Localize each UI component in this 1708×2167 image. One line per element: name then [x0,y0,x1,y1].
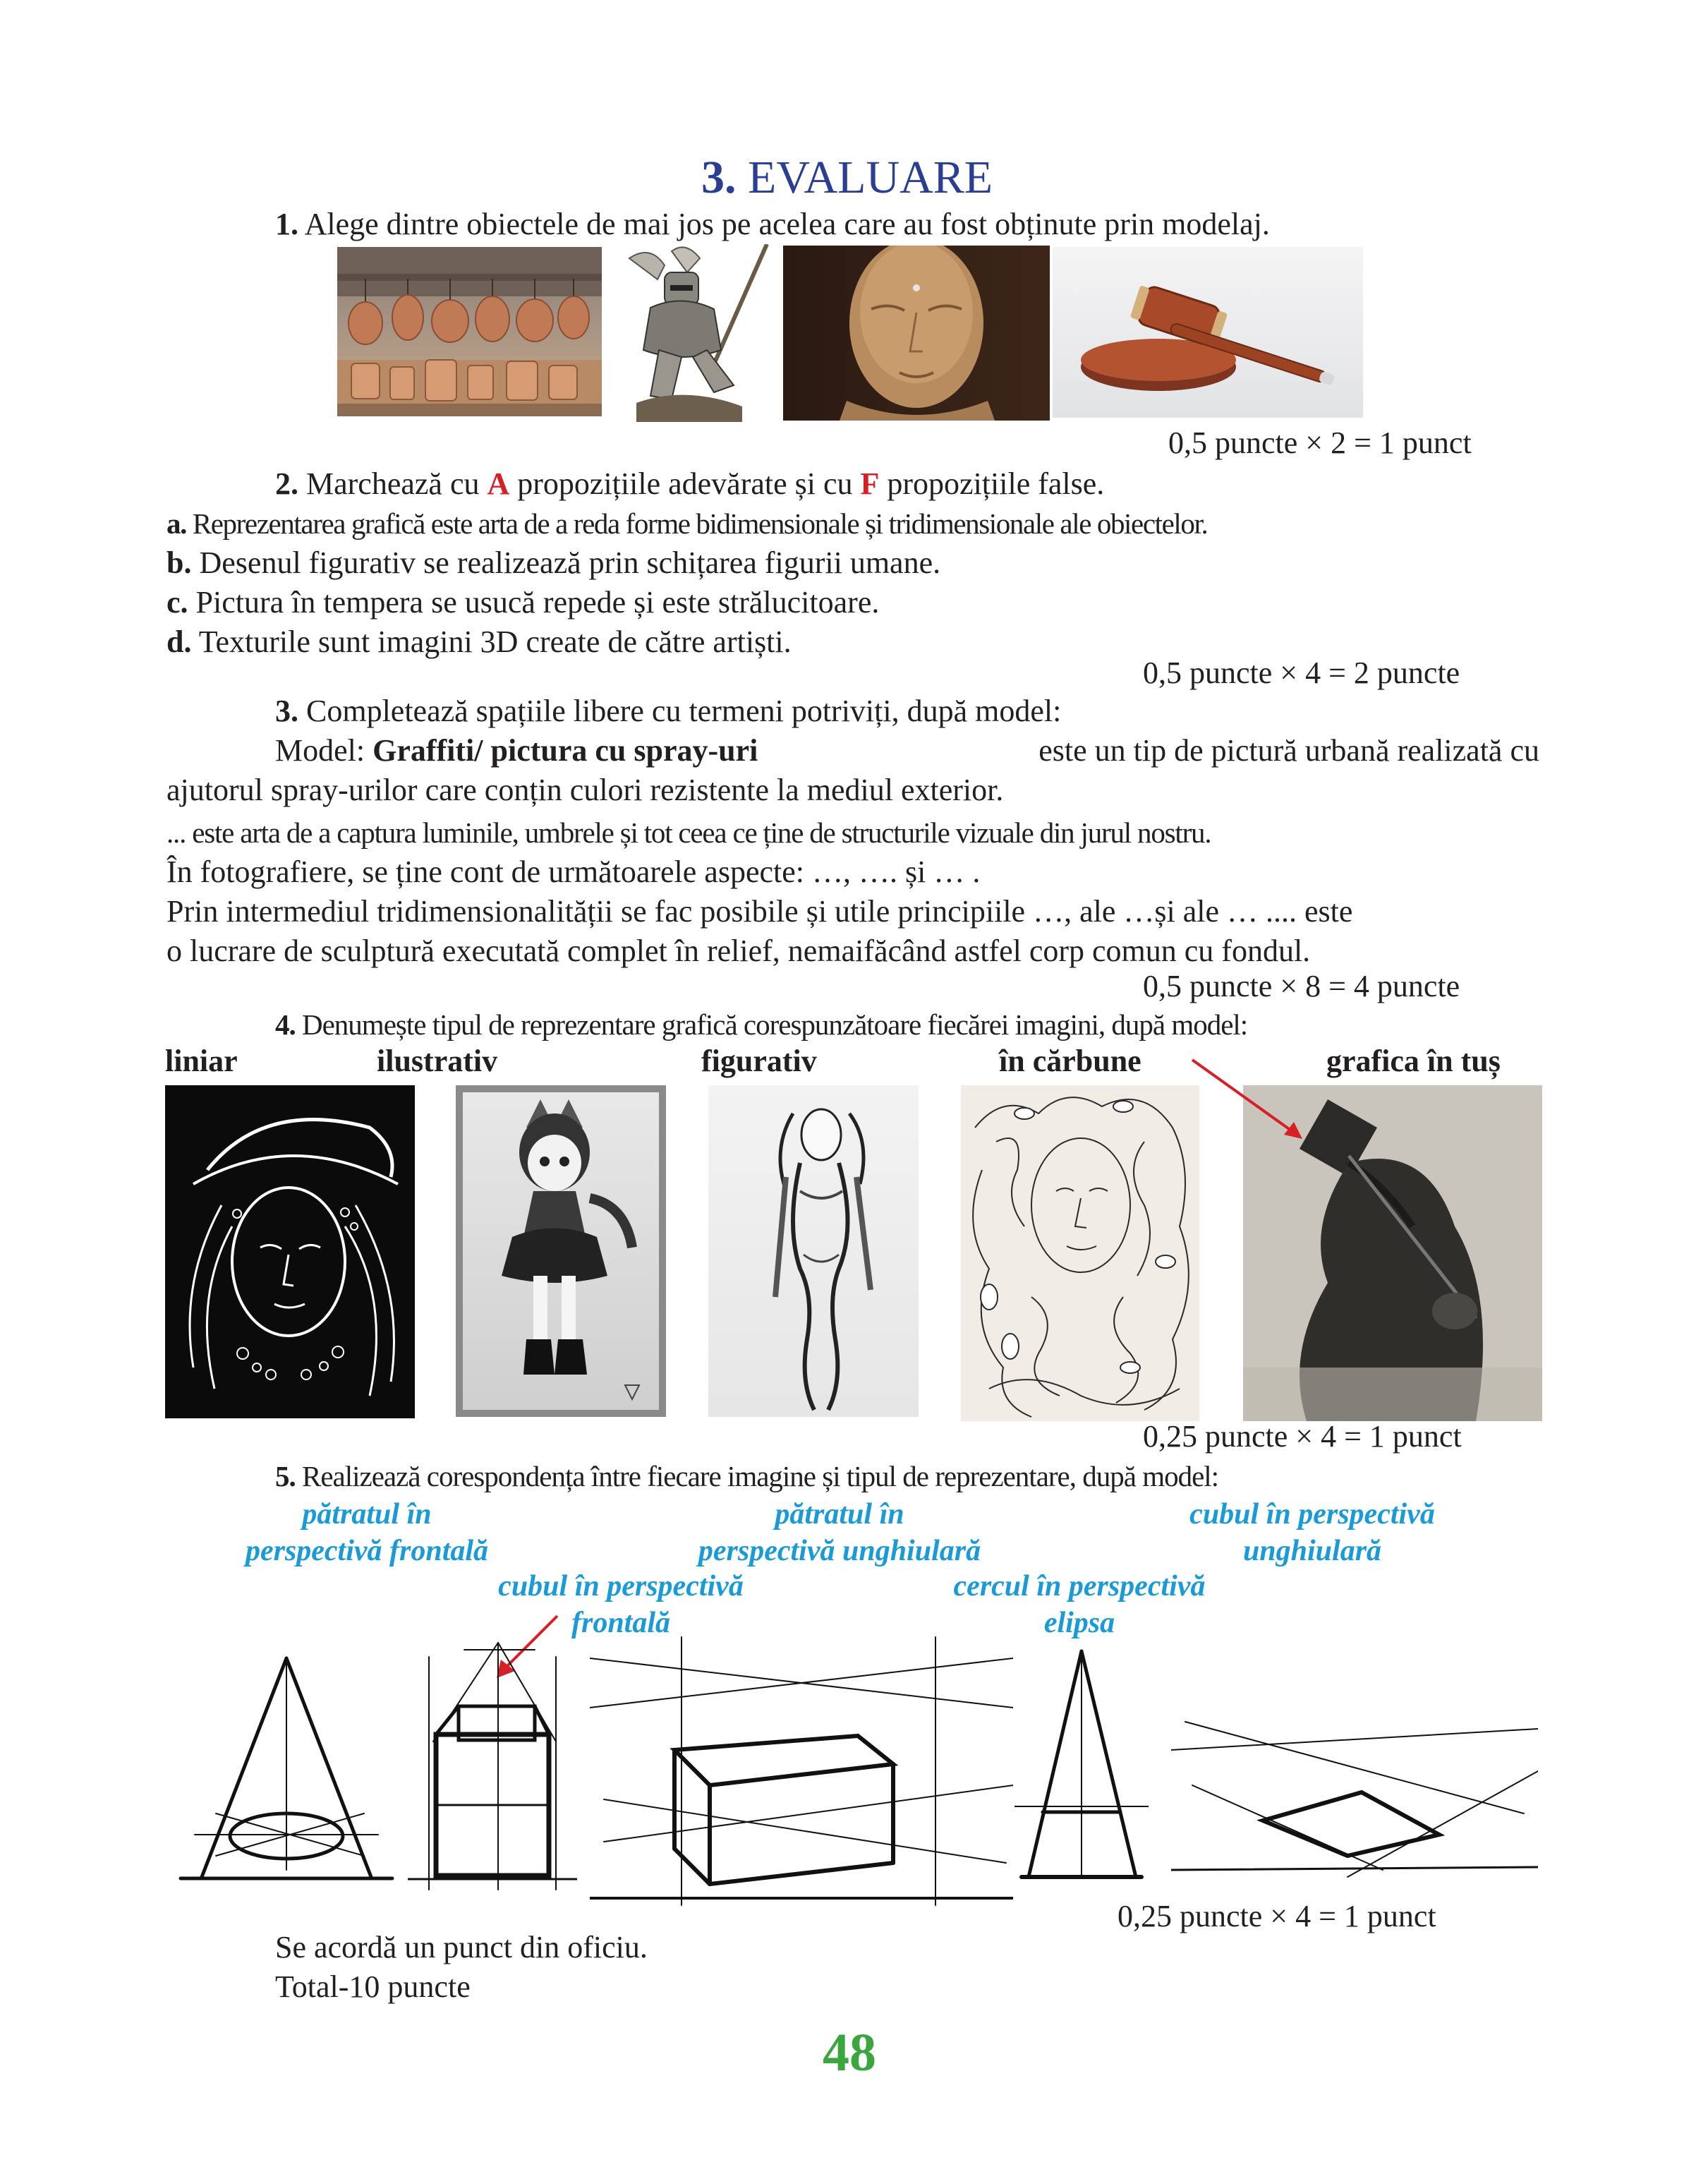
caption-line: perspectivă unghiulară [698,1535,981,1567]
page-number: 48 [823,2023,876,2082]
statement-key: a. [166,507,186,540]
q2-text-part: Marchează cu [306,466,480,501]
caption-line: perspectivă frontală [245,1535,489,1567]
statement-key: c. [166,585,188,620]
model-term: Graffiti/ pictura cu spray-uri [373,733,758,768]
label-liniar: liniar [165,1044,238,1078]
statement-text: Texturile sunt imagini 3D create de către artiști. [198,624,792,659]
caption-line: pătratul în [775,1498,904,1531]
label-grafica-in-tus: grafica în tuș [1326,1044,1501,1078]
total-points: Total-10 puncte [275,1969,471,2004]
q2-text-part: propozițiile false. [887,466,1105,501]
model-definition: este un tip de pictură urbană realizată cu [1038,733,1539,768]
q2-score: 0,5 puncte × 4 = 2 puncte [1143,656,1460,690]
question-text: Completează spațiile libere cu termeni potriviți, după model: [306,694,1062,728]
statement-d [166,622,792,662]
question-4 [275,1005,1247,1044]
question-number: 1. [275,207,298,241]
q4-score: 0,25 puncte × 4 = 1 punct [1143,1419,1462,1454]
statement-text: Desenul figurativ se realizează prin schițarea figurii umane. [199,545,941,580]
label-ilustrativ: ilustrativ [377,1044,498,1078]
question-number: 5. [275,1460,296,1492]
caption-square-frontal [219,1496,515,1569]
caption-line: unghiulară [1242,1535,1382,1567]
q3-model-line [275,731,1539,771]
question-number: 3. [275,694,298,728]
q3-line-4: o lucrare de sculptură executată complet în relief, nemaifăcând astfel corp comun cu fondul. [166,934,1311,968]
question-text: Denumește tipul de reprezentare grafică corespunzătoare fiecărei imagini, după model: [302,1008,1248,1041]
sketch-square-frontal[interactable] [1014,1644,1149,1898]
statement-key: d. [166,624,192,659]
statement-text: Reprezentarea grafică este arta de a reda forme bidimensionale și tridimensionale ale obiectelor. [192,507,1208,540]
arrow-to-ink-drawing [1185,1051,1312,1150]
q5-score: 0,25 puncte × 4 = 1 punct [1118,1899,1436,1933]
statement-key: b. [166,545,192,580]
question-3 [275,692,1061,731]
section-title-text: EVALUARE [748,152,993,203]
question-number: 4. [275,1008,296,1041]
caption-line: cubul în perspectivă [498,1570,744,1602]
illustrative-character-image[interactable] [456,1085,666,1417]
statement-a [166,504,1207,543]
q3-line-2: În fotografiere, se ține cont de următoarele aspecte: …, …. și … . [166,855,981,889]
caption-square-angular [670,1496,1009,1569]
gavel-image[interactable] [1053,247,1363,418]
section-number: 3. [701,152,737,203]
caption-line: cubul în perspectivă [1189,1498,1435,1531]
q1-score: 0,5 puncte × 2 = 1 punct [1168,425,1472,460]
model-prefix: Model: [275,733,365,768]
question-5 [275,1456,1218,1496]
caption-line: pătratul în [302,1498,432,1531]
question-number: 2. [275,466,298,501]
statement-b [166,543,940,583]
question-2 [275,464,1104,504]
sketch-circle-perspective[interactable] [174,1644,399,1898]
q2-text-part: propozițiile adevărate și cu [517,466,853,501]
caption-line: cercul în perspectivă [953,1570,1206,1602]
knight-figurine-image[interactable] [608,244,769,422]
caption-cube-angular [1157,1496,1467,1569]
figurative-sketch-image[interactable] [708,1085,919,1417]
charcoal-drawing-image[interactable] [961,1085,1199,1421]
label-figurativ: figurativ [701,1044,817,1078]
question-text: Alege dintre obiectele de mai jos pe acelea care au fost obținute prin modelaj. [304,207,1270,241]
question-1 [275,205,1270,244]
linear-portrait-image[interactable] [165,1085,415,1418]
label-in-carbune: în cărbune [999,1044,1141,1078]
q3-score: 0,5 puncte × 8 = 4 puncte [1143,969,1460,1003]
section-title [701,150,993,206]
q3-line-3: Prin intermediul tridimensionalității se fac posibile și utile principiile …, ale …și ale … .... este [166,894,1353,929]
caption-line: elipsa [1043,1607,1115,1639]
question-text: Realizează corespondența între fiecare imagine și tipul de reprezentare, după model: [302,1460,1219,1492]
clay-pottery-image[interactable] [337,247,602,416]
sketch-square-angular[interactable] [1171,1715,1538,1884]
q3-line-1: ... este arta de a captura luminile, umbrele și tot ceea ce ține de structurile vizuale din jurul nostru. [166,816,1211,849]
statement-c [166,583,879,622]
bonus-note: Se acordă un punct din oficiu. [275,1930,648,1964]
buddha-head-image[interactable] [783,246,1050,421]
letter-a: A [487,466,510,501]
q3-model-line-2: ajutorul spray-urilor care conțin culori rezistente la mediul exterior. [166,773,1004,807]
statement-text: Pictura în tempera se usucă repede și este strălucitoare. [195,585,880,620]
sketch-cube-angular[interactable] [590,1630,1013,1912]
letter-f: F [860,466,880,501]
caption-line: frontală [571,1607,671,1639]
sketch-cube-frontal[interactable] [408,1636,577,1904]
